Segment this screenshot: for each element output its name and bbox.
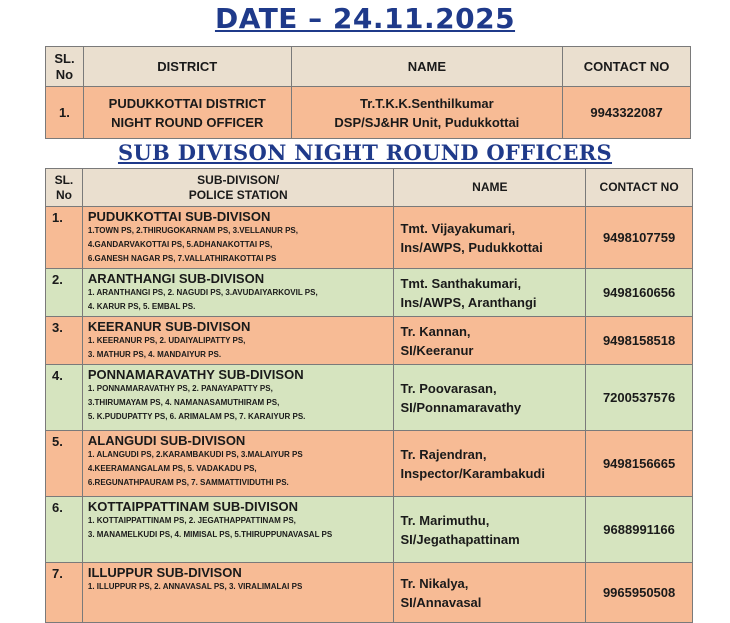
officer-name-line: Tmt. Santhakumari, bbox=[400, 275, 522, 291]
officer-name-line: Inspector/Karambakudi bbox=[400, 465, 545, 481]
subdivision-name: ALANGUDI SUB-DIVISON bbox=[87, 433, 246, 448]
subdivision-name: PUDUKKOTTAI SUB-DIVISON bbox=[87, 209, 271, 224]
police-station-line: 4.KEERAMANGALAM PS, 5. VADAKADU PS, bbox=[87, 464, 257, 473]
cell-name bbox=[394, 269, 586, 317]
cell-subdivision bbox=[82, 317, 394, 365]
table-row bbox=[46, 431, 693, 497]
police-station-line: 1. ARANTHANGI PS, 2. NAGUDI PS, 3.AVUDAIYARKOVIL PS, bbox=[87, 288, 318, 297]
cell-sl: 5. bbox=[46, 431, 83, 497]
cell-sl: 3. bbox=[46, 317, 83, 365]
header-sl-line2: No bbox=[55, 187, 72, 202]
cell-subdivision bbox=[82, 563, 394, 623]
police-station-line: 5. K.PUDUPATTY PS, 6. ARIMALAM PS, 7. KARAIYUR PS. bbox=[87, 412, 306, 421]
table-header-row bbox=[46, 169, 693, 207]
officer-name-line: Tr. Marimuthu, bbox=[400, 512, 490, 528]
cell-contact: 7200537576 bbox=[586, 365, 693, 431]
subdivision-name: PONNAMARAVATHY SUB-DIVISON bbox=[87, 367, 304, 382]
police-station-line: 1. KEERANUR PS, 2. UDAIYALIPATTY PS, bbox=[87, 336, 246, 345]
cell-name bbox=[394, 317, 586, 365]
table-header-row bbox=[46, 47, 691, 87]
cell-contact: 9498160656 bbox=[586, 269, 693, 317]
police-station-line: 4.GANDARVAKOTTAI PS, 5.ADHANAKOTTAI PS, bbox=[87, 240, 273, 249]
cell-name bbox=[394, 365, 586, 431]
officer-name-line: Tr. Nikalya, bbox=[400, 575, 469, 591]
cell-subdivision bbox=[82, 207, 394, 269]
police-station-line: 1. KOTTAIPPATTINAM PS, 2. JEGATHAPPATTINAM PS, bbox=[87, 516, 296, 525]
cell-sl: 7. bbox=[46, 563, 83, 623]
cell-contact: 9688991166 bbox=[586, 497, 693, 563]
cell-name bbox=[394, 497, 586, 563]
header-name: NAME bbox=[394, 169, 586, 207]
police-station-line: 3.THIRUMAYAM PS, 4. NAMANASAMUTHIRAM PS, bbox=[87, 398, 280, 407]
officer-name-line: Tr. Rajendran, bbox=[400, 446, 487, 462]
cell-subdivision bbox=[82, 269, 394, 317]
page-title: DATE – 24.11.2025 bbox=[214, 2, 516, 35]
police-station-line: 4. KARUR PS, 5. EMBAL PS. bbox=[87, 302, 196, 311]
header-subdiv-line2: POLICE STATION bbox=[188, 187, 288, 202]
officer-name-line: SI/Ponnamaravathy bbox=[400, 399, 522, 415]
table-row bbox=[46, 563, 693, 623]
subdivision-name: KEERANUR SUB-DIVISON bbox=[87, 319, 251, 334]
table-row bbox=[46, 87, 691, 139]
subdivision-name: KOTTAIPPATTINAM SUB-DIVISON bbox=[87, 499, 299, 514]
police-station-line: 1. PONNAMARAVATHY PS, 2. PANAYAPATTY PS, bbox=[87, 384, 273, 393]
cell-subdivision bbox=[82, 497, 394, 563]
subdivision-name: ILLUPPUR SUB-DIVISON bbox=[87, 565, 242, 580]
cell-contact: 9943322087 bbox=[563, 87, 691, 139]
officer-name-line: Tmt. Vijayakumari, bbox=[400, 220, 516, 236]
officer-name-line: Tr. Poovarasan, bbox=[400, 380, 497, 396]
cell-sl: 1. bbox=[46, 207, 83, 269]
cell-name bbox=[394, 431, 586, 497]
cell-name bbox=[394, 207, 586, 269]
cell-contact: 9965950508 bbox=[586, 563, 693, 623]
header-subdivision bbox=[82, 169, 394, 207]
header-sl-line1: SL. bbox=[54, 50, 75, 66]
district-line1: PUDUKKOTTAI DISTRICT bbox=[108, 95, 266, 111]
officer-name-line: Tr. Kannan, bbox=[400, 323, 471, 339]
subdivision-rows bbox=[46, 207, 693, 623]
cell-contact: 9498107759 bbox=[586, 207, 693, 269]
subdivision-officer-table bbox=[45, 168, 693, 623]
cell-sl: 2. bbox=[46, 269, 83, 317]
cell-subdivision bbox=[82, 431, 394, 497]
officer-name-line: SI/Keeranur bbox=[400, 342, 474, 358]
header-subdiv-line1: SUB-DIVISON/ bbox=[197, 172, 280, 187]
police-station-line: 6.REGUNATHPAURAM PS, 7. SAMMATTIVIDUTHI PS. bbox=[87, 478, 289, 487]
cell-subdivision bbox=[82, 365, 394, 431]
cell-contact: 9498158518 bbox=[586, 317, 693, 365]
header-name: NAME bbox=[291, 47, 563, 87]
cell-contact: 9498156665 bbox=[586, 431, 693, 497]
police-station-line: 1. ALANGUDI PS, 2.KARAMBAKUDI PS, 3.MALAIYUR PS bbox=[87, 450, 303, 459]
subdivision-name: ARANTHANGI SUB-DIVISON bbox=[87, 271, 265, 286]
officer-name-line: SI/Jegathapattinam bbox=[400, 531, 520, 547]
header-sl-no bbox=[46, 47, 84, 87]
name-line1: Tr.T.K.K.Senthilkumar bbox=[360, 95, 494, 111]
cell-name bbox=[394, 563, 586, 623]
header-sl-line1: SL. bbox=[54, 172, 74, 187]
table-row bbox=[46, 497, 693, 563]
name-line2: DSP/SJ&HR Unit, Pudukkottai bbox=[334, 114, 520, 130]
police-station-line: 3. MANAMELKUDI PS, 4. MIMISAL PS, 5.THIRUPPUNAVASAL PS bbox=[87, 530, 333, 539]
section-title: SUB DIVISON NIGHT ROUND OFFICERS bbox=[117, 140, 613, 165]
cell-sl: 6. bbox=[46, 497, 83, 563]
officer-name-line: Ins/AWPS, Aranthangi bbox=[400, 294, 537, 310]
table-row bbox=[46, 269, 693, 317]
police-station-line: 1.TOWN PS, 2.THIRUGOKARNAM PS, 3.VELLANUR PS, bbox=[87, 226, 298, 235]
district-line2: NIGHT ROUND OFFICER bbox=[111, 114, 264, 130]
police-station-line: 6.GANESH NAGAR PS, 7.VALLATHIRAKOTTAI PS bbox=[87, 254, 277, 263]
officer-name-line: SI/Annavasal bbox=[400, 594, 482, 610]
cell-district bbox=[83, 87, 291, 139]
cell-sl: 1. bbox=[46, 87, 84, 139]
header-contact: CONTACT NO bbox=[563, 47, 691, 87]
table-row bbox=[46, 365, 693, 431]
cell-name bbox=[291, 87, 563, 139]
table-row bbox=[46, 317, 693, 365]
table-row bbox=[46, 207, 693, 269]
header-district: DISTRICT bbox=[83, 47, 291, 87]
officer-name-line: Ins/AWPS, Pudukkottai bbox=[400, 239, 543, 255]
header-contact: CONTACT NO bbox=[586, 169, 693, 207]
cell-sl: 4. bbox=[46, 365, 83, 431]
district-officer-table bbox=[45, 46, 691, 139]
police-station-line: 1. ILLUPPUR PS, 2. ANNAVASAL PS, 3. VIRALIMALAI PS bbox=[87, 582, 303, 591]
header-sl-no bbox=[46, 169, 83, 207]
police-station-line: 3. MATHUR PS, 4. MANDAIYUR PS. bbox=[87, 350, 222, 359]
header-sl-line2: No bbox=[55, 66, 74, 82]
